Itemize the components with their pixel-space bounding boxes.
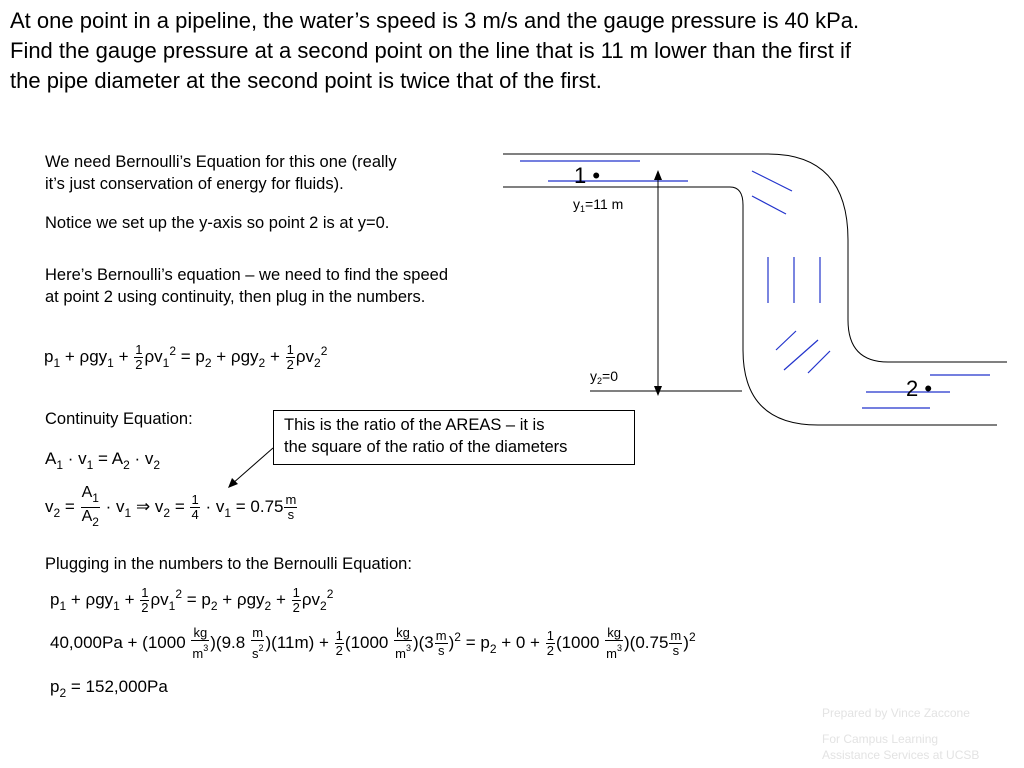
- bernoulli-equation: $p_1 + \rho gy_1$ + $\frac{1}{2}$ $\rho v_1^2 = p_2 + \rho gy_2$ + $\frac{1}{2}$ $\rho v_2^2$: [44, 342, 328, 373]
- callout-line-2: the square of the ratio of the diameters: [284, 438, 568, 456]
- ratio-denominator: 4: [191, 507, 199, 522]
- credit-org: [822, 731, 979, 763]
- height-value: 11m: [276, 633, 309, 652]
- numeric-substitution: 40,000Pa + (1000 $\frac{kg}{m^3}$ )(9.8 $\frac{m}{s^2}$ )(11m) + $\frac{1}{2}$ (1000 $\frac{kg}{m^3}$ )(3 $\frac{m}{s}$ )$^2 = p_2 + 0$ + $\frac{1}{2}$ (1000 $\frac{kg}{m^3}$ )(0.75 $\frac{m}{s}$ )$^2$: [50, 625, 696, 662]
- y1-value: =11 m: [585, 196, 624, 212]
- gravity-unit-den: s: [251, 646, 259, 662]
- plugging-heading: Plugging in the numbers to the Bernoulli Equation:: [45, 555, 412, 573]
- y1-var: y: [573, 196, 580, 212]
- gravity-value: 9.8: [221, 633, 246, 652]
- v1-value: 3: [424, 633, 434, 652]
- point-1-label: 1 •: [574, 163, 601, 188]
- y2-sub: 2: [597, 376, 603, 386]
- p1-value: 40,000Pa: [50, 633, 123, 652]
- v2-unit-num: m: [285, 492, 297, 507]
- problem-line-1: At one point in a pipeline, the water’s speed is 3 m/s and the gauge pressure is 40 kPa.: [10, 8, 860, 33]
- bernoulli-plan-line-1: Here’s Bernoulli’s equation – we need to find the speed: [45, 266, 449, 284]
- y2-var: y: [590, 368, 597, 384]
- credit-org-line-2: Assistance Services at UCSB: [822, 748, 980, 762]
- bernoulli-intro-line-1: We need Bernoulli’s Equation for this one (really: [45, 153, 397, 171]
- ratio-numerator: 1: [191, 492, 199, 507]
- result-value: 152,000Pa: [85, 677, 168, 696]
- credit-org-line-1: For Campus Learning: [822, 732, 939, 746]
- bernoulli-plan-line-2: at point 2 using continuity, then plug in the numbers.: [45, 288, 426, 306]
- y1-sub: 1: [580, 204, 586, 214]
- point-2-label: 2 •: [906, 376, 933, 401]
- y2-value: =0: [602, 368, 618, 384]
- density-unit-den: m: [192, 646, 204, 662]
- problem-line-3: the pipe diameter at the second point is twice that of the first.: [10, 68, 602, 93]
- axis-note: Notice we set up the y-axis so point 2 is at y=0.: [45, 214, 390, 232]
- credit-author: Prepared by Vince Zaccone: [822, 706, 970, 720]
- callout-line-1: This is the ratio of the AREAS – it is: [284, 416, 545, 434]
- v2-value-sub: 0.75: [635, 633, 669, 652]
- v2-unit-den: s: [287, 507, 295, 522]
- density-value: 1000: [147, 633, 186, 652]
- bernoulli-intro-line-2: it’s just conservation of energy for fluids).: [45, 175, 344, 193]
- bernoulli-equation-restated: $p_1 + \rho gy_1$ + $\frac{1}{2}$ $\rho v_1^2 = p_2 + \rho gy_2$ + $\frac{1}{2}$ $\rho v_2^2$: [50, 585, 334, 616]
- gravity-unit-num: m: [252, 625, 264, 641]
- v2-value: 0.75: [250, 496, 284, 516]
- problem-line-2: Find the gauge pressure at a second point on the line that is 11 m lower than the first if: [10, 38, 851, 63]
- result-equation: $p_2 = 152,000Pa$: [50, 677, 168, 700]
- v2-derivation: $v_2$ = $\frac{A_1}{A_2}$ · $v_1$ ⇒ $v_2$ = $\frac{1}{4}$ · $v_1 = 0.75$ $\frac{m}{s}$: [45, 484, 297, 529]
- density-unit-num: kg: [191, 626, 209, 641]
- continuity-equation: $A_1 \cdot v_1 = A_2 \cdot v_2$: [45, 449, 161, 472]
- continuity-heading: Continuity Equation:: [45, 410, 193, 428]
